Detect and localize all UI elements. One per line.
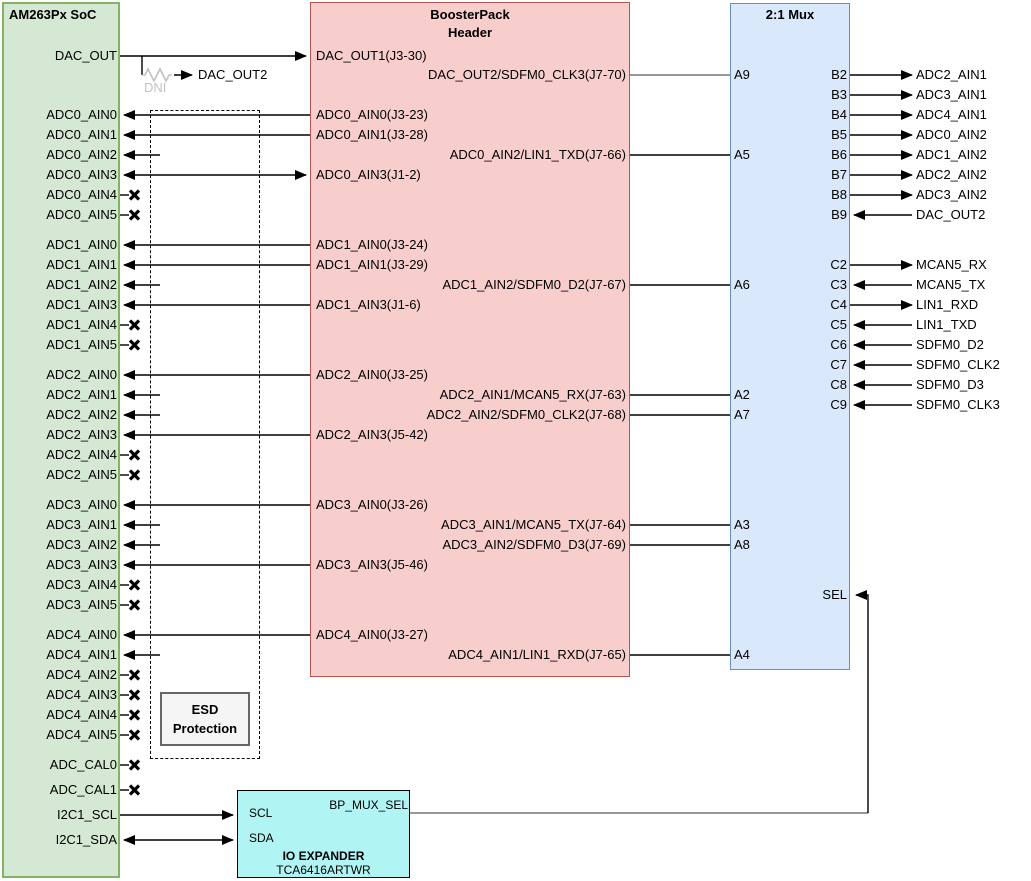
bp-title-line2: Header: [447, 25, 493, 40]
soc-pin-label: ADC4_AIN1: [46, 647, 117, 662]
soc-pin-label: I2C1_SCL: [57, 807, 117, 822]
soc-pin-label: ADC0_AIN4: [46, 187, 117, 202]
bp-title-line1: BoosterPack: [430, 7, 510, 22]
bp-pin-label: ADC1_AIN0(J3-24): [316, 237, 428, 252]
mux-c-port: C3: [830, 277, 847, 292]
esd-label-line1: ESD: [191, 702, 219, 717]
bp-pin-label: ADC4_AIN0(J3-27): [316, 627, 428, 642]
mux-a-port: A2: [734, 387, 750, 402]
mux-title: 2:1 Mux: [765, 7, 815, 22]
soc-pin-label: ADC0_AIN0: [46, 107, 117, 122]
mux-b-port: B3: [831, 87, 847, 102]
soc-pin-label: ADC2_AIN1: [46, 387, 117, 402]
mux-a-port: A7: [734, 407, 750, 422]
esd-protection-region: [150, 110, 260, 759]
net-label: ADC3_AIN2: [916, 187, 987, 202]
net-label: LIN1_RXD: [916, 297, 979, 312]
soc-pin-label: ADC0_AIN5: [46, 207, 117, 222]
bp-pin-label: ADC0_AIN1(J3-28): [316, 127, 428, 142]
soc-pin-label: ADC1_AIN4: [46, 317, 117, 332]
soc-pin-label: ADC3_AIN5: [46, 597, 117, 612]
bp-pin-label: ADC2_AIN1/MCAN5_RX(J7-63): [439, 387, 626, 402]
mux-b-port: B8: [831, 187, 847, 202]
bp-pin-label: ADC2_AIN0(J3-25): [316, 367, 428, 382]
mux-input-wires: [854, 215, 912, 405]
net-label: ADC0_AIN2: [916, 127, 987, 142]
soc-pin-label: ADC1_AIN5: [46, 337, 117, 352]
net-label: SDFM0_D3: [916, 377, 984, 392]
net-label: LIN1_TXD: [916, 317, 977, 332]
soc-pin-label: ADC1_AIN2: [46, 277, 117, 292]
bp-pin-label: DAC_OUT2/SDFM0_CLK3(J7-70): [428, 67, 626, 82]
mux-b-port: B7: [831, 167, 847, 182]
soc-pin-label: ADC3_AIN4: [46, 577, 117, 592]
mux-c-port: C8: [830, 377, 847, 392]
net-label: ADC4_AIN1: [916, 107, 987, 122]
net-label: ADC3_AIN1: [916, 87, 987, 102]
bp-pin-label: ADC3_AIN3(J5-46): [316, 557, 428, 572]
soc-pin-label: ADC0_AIN3: [46, 167, 117, 182]
soc-pin-label: ADC2_AIN2: [46, 407, 117, 422]
net-label: MCAN5_TX: [916, 277, 986, 292]
net-label: SDFM0_CLK3: [916, 397, 1000, 412]
mux-a-port: A5: [734, 147, 750, 162]
soc-pin-label: ADC4_AIN3: [46, 687, 117, 702]
soc-pin-label: ADC1_AIN3: [46, 297, 117, 312]
bp-pin-label: ADC0_AIN2/LIN1_TXD(J7-66): [449, 147, 626, 162]
boosterpack-header-block: [310, 2, 630, 677]
soc-title: AM263Px SoC: [9, 7, 97, 22]
io-scl-port: SCL: [249, 806, 273, 820]
soc-pin-label: ADC_CAL0: [49, 757, 117, 772]
mux-c-port: C5: [830, 317, 847, 332]
soc-pin-label: ADC3_AIN2: [46, 537, 117, 552]
bp-pin-label: ADC3_AIN2/SDFM0_D3(J7-69): [442, 537, 626, 552]
soc-pin-label: ADC0_AIN2: [46, 147, 117, 162]
i2c-wires: [120, 815, 233, 840]
soc-pin-label: ADC0_AIN1: [46, 127, 117, 142]
mux-a-port: A6: [734, 277, 750, 292]
soc-pin-label: ADC1_AIN1: [46, 257, 117, 272]
mux-b-port: B4: [831, 107, 847, 122]
mux-a-port: A9: [734, 67, 750, 82]
bp-pin-label: ADC2_AIN3(J5-42): [316, 427, 428, 442]
mux-c-port: C7: [830, 357, 847, 372]
soc-pin-label: DAC_OUT: [54, 48, 117, 63]
mux-a-port: A4: [734, 647, 750, 662]
no-connect-x-marks: [130, 191, 139, 795]
mux-sel-port: SEL: [822, 587, 847, 602]
bp-pin-label: ADC1_AIN2/SDFM0_D2(J7-67): [442, 277, 626, 292]
mux-c-port: C4: [830, 297, 847, 312]
mux-c-port: C2: [830, 257, 847, 272]
mux-b-port: B9: [831, 207, 847, 222]
mux-b-port: B6: [831, 147, 847, 162]
bp-pin-label: ADC1_AIN1(J3-29): [316, 257, 428, 272]
bp-pin-label: ADC0_AIN0(J3-23): [316, 107, 428, 122]
soc-pin-label: ADC2_AIN0: [46, 367, 117, 382]
soc-pin-label: ADC3_AIN3: [46, 557, 117, 572]
bp-to-mux-wires: [630, 155, 730, 655]
soc-pin-label: ADC4_AIN4: [46, 707, 117, 722]
dni-net-label: DAC_OUT2: [198, 67, 268, 82]
io-sda-port: SDA: [249, 831, 274, 845]
mux-a-port: A8: [734, 537, 750, 552]
mux-output-wires: [850, 75, 912, 305]
soc-pin-label: ADC1_AIN0: [46, 237, 117, 252]
esd-protection-box: [160, 692, 250, 746]
esd-label-line2: Protection: [172, 721, 238, 736]
bp-pin-label: DAC_OUT1(J3-30): [316, 48, 427, 63]
net-label: SDFM0_D2: [916, 337, 984, 352]
net-label: ADC2_AIN1: [916, 67, 987, 82]
soc-pin-label: ADC2_AIN3: [46, 427, 117, 442]
bp-pin-label: ADC0_AIN3(J1-2): [316, 167, 421, 182]
soc-pin-label: ADC4_AIN2: [46, 667, 117, 682]
net-label: MCAN5_RX: [916, 257, 987, 272]
soc-pin-label: ADC4_AIN0: [46, 627, 117, 642]
bp-pin-label: ADC1_AIN3(J1-6): [316, 297, 421, 312]
bp-pin-label: ADC3_AIN0(J3-26): [316, 497, 428, 512]
no-connect-stubs: [120, 195, 129, 790]
mux-b-port: B5: [831, 127, 847, 142]
bp-pin-label: ADC3_AIN1/MCAN5_TX(J7-64): [441, 517, 626, 532]
io-expander-title: IO EXPANDER: [282, 849, 365, 863]
dni-label: DNI: [144, 80, 167, 95]
net-label: SDFM0_CLK2: [916, 357, 1000, 372]
mux-c-port: C6: [830, 337, 847, 352]
mux-c-port: C9: [830, 397, 847, 412]
net-label: ADC2_AIN2: [916, 167, 987, 182]
net-label: ADC1_AIN2: [916, 147, 987, 162]
soc-pin-label: ADC4_AIN5: [46, 727, 117, 742]
bp-pin-label: ADC2_AIN2/SDFM0_CLK2(J7-68): [426, 407, 626, 422]
bp-pin-label: ADC4_AIN1/LIN1_RXD(J7-65): [448, 647, 626, 662]
soc-pin-label: ADC2_AIN4: [46, 447, 117, 462]
mux-a-port: A3: [734, 517, 750, 532]
soc-pin-label: ADC_CAL1: [49, 782, 117, 797]
soc-pin-label: ADC2_AIN5: [46, 467, 117, 482]
wire-sel-feedback: [856, 595, 868, 813]
io-expander-part-number: TCA6416ARTWR: [276, 863, 371, 877]
io-bp-mux-sel-port: BP_MUX_SEL: [329, 798, 408, 812]
soc-pin-label: I2C1_SDA: [55, 832, 117, 847]
net-label: DAC_OUT2: [916, 207, 986, 222]
soc-pin-label: ADC3_AIN0: [46, 497, 117, 512]
mux-b-port: B2: [831, 67, 847, 82]
soc-pin-label: ADC3_AIN1: [46, 517, 117, 532]
